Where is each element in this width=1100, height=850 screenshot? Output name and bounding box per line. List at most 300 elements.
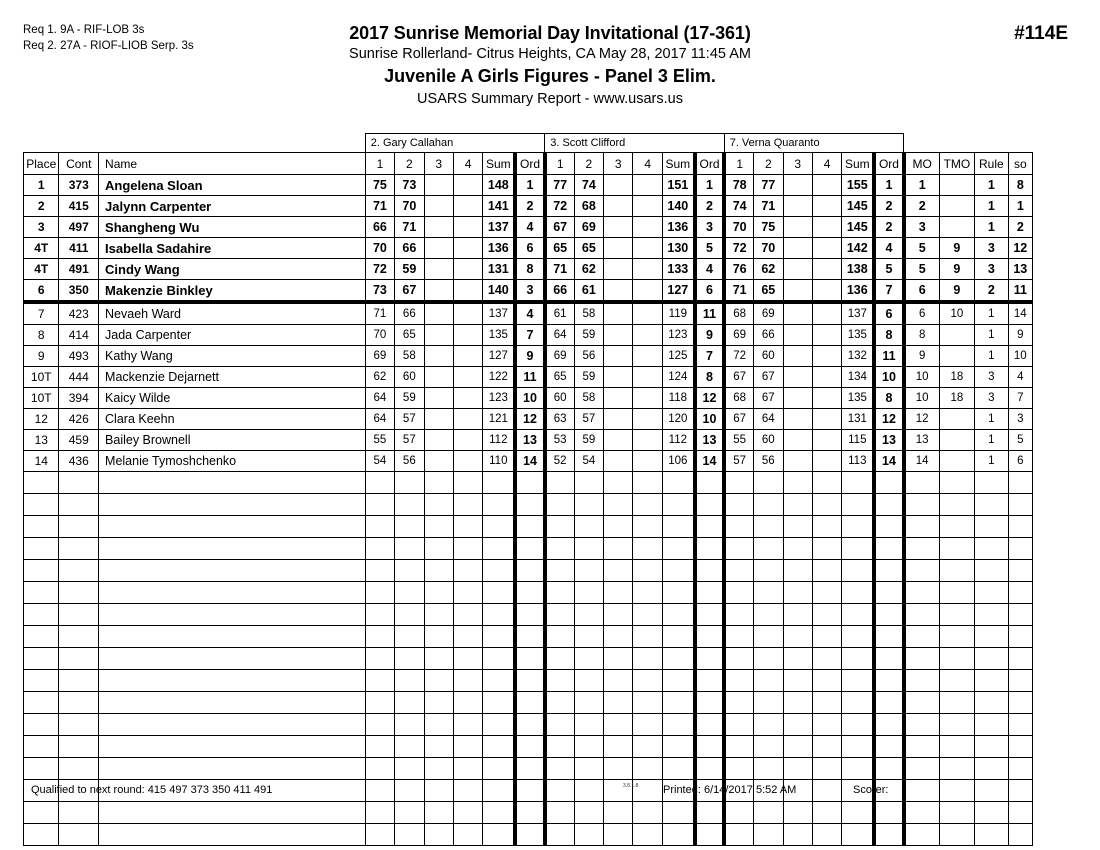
cell-judge3-f1: 68 <box>724 388 753 409</box>
cell-blank <box>1008 648 1032 670</box>
cell-judge3-sum: 132 <box>842 346 874 367</box>
cell-judge3-f3 <box>783 325 812 346</box>
table-row <box>24 259 1033 280</box>
cell-blank <box>783 648 812 670</box>
cell-judge2-f1: 69 <box>545 346 574 367</box>
cell-judge2-f2: 61 <box>574 280 603 303</box>
cell-judge3-f3 <box>783 175 812 196</box>
cell-blank <box>874 472 903 494</box>
banner-spacer-cont <box>59 134 99 153</box>
cell-judge3-f1: 67 <box>724 409 753 430</box>
cell-blank <box>395 472 424 494</box>
cell-judge1-f2: 66 <box>395 302 424 325</box>
cell-judge3-f3 <box>783 280 812 303</box>
cell-blank <box>939 824 974 846</box>
cell-blank <box>724 516 753 538</box>
footer <box>23 782 1033 802</box>
cell-blank <box>1008 626 1032 648</box>
cell-blank <box>812 692 841 714</box>
cell-blank <box>99 494 366 516</box>
cell-blank <box>695 560 724 582</box>
cell-blank <box>939 758 974 780</box>
cell-blank <box>395 648 424 670</box>
banner-spacer-name <box>99 134 366 153</box>
cell-judge1-f3 <box>424 175 453 196</box>
cell-rule: 1 <box>975 302 1008 325</box>
header-j3-2: 2 <box>754 153 783 175</box>
cell-so: 4 <box>1008 367 1032 388</box>
cell-blank <box>633 736 662 758</box>
cell-blank <box>754 604 783 626</box>
venue-datetime: Sunrise Rollerland- Citrus Heights, CA May 28, 2017 11:45 AM <box>349 46 751 62</box>
cell-blank <box>545 648 574 670</box>
cell-place: 1 <box>24 175 59 196</box>
cell-judge1-f3 <box>424 451 453 472</box>
cell-judge1-ord: 13 <box>515 430 544 451</box>
cell-judge3-f1: 70 <box>724 217 753 238</box>
cell-blank <box>59 692 99 714</box>
cell-judge1-f4 <box>453 346 482 367</box>
cell-judge2-f3 <box>604 217 633 238</box>
cell-blank <box>874 604 903 626</box>
cell-blank <box>724 824 753 846</box>
cell-blank <box>812 626 841 648</box>
table-row-blank <box>24 516 1033 538</box>
cell-judge1-f4 <box>453 451 482 472</box>
cell-judge1-f4 <box>453 238 482 259</box>
banner-spacer-place <box>24 134 59 153</box>
cell-blank <box>695 626 724 648</box>
cell-blank <box>515 494 544 516</box>
cell-judge2-f1: 61 <box>545 302 574 325</box>
cell-blank <box>842 626 874 648</box>
cell-judge1-f1: 69 <box>365 346 394 367</box>
cell-blank <box>365 648 394 670</box>
cell-blank <box>24 824 59 846</box>
cell-blank <box>812 604 841 626</box>
cell-blank <box>633 802 662 824</box>
cell-rule: 1 <box>975 175 1008 196</box>
cell-judge1-f1: 71 <box>365 302 394 325</box>
cell-blank <box>754 824 783 846</box>
cell-judge1-sum: 121 <box>483 409 515 430</box>
cell-mo: 14 <box>904 451 939 472</box>
cell-judge1-sum: 135 <box>483 325 515 346</box>
cell-judge3-f1: 72 <box>724 238 753 259</box>
cell-judge3-f3 <box>783 302 812 325</box>
requirement-line-1: Req 1. 9A - RIF-LOB 3s <box>23 24 145 36</box>
table-row <box>24 196 1033 217</box>
cell-judge2-f4 <box>633 367 662 388</box>
cell-blank <box>453 714 482 736</box>
cell-name: Shangheng Wu <box>99 217 366 238</box>
cell-rule: 2 <box>975 280 1008 303</box>
cell-blank <box>662 824 694 846</box>
cell-blank <box>59 516 99 538</box>
cell-rule: 1 <box>975 217 1008 238</box>
cell-judge2-f3 <box>604 238 633 259</box>
cell-blank <box>453 538 482 560</box>
cell-cont: 491 <box>59 259 99 280</box>
cell-blank <box>395 670 424 692</box>
cell-blank <box>24 582 59 604</box>
cell-name: Nevaeh Ward <box>99 302 366 325</box>
cell-blank <box>604 626 633 648</box>
cell-judge3-ord: 4 <box>874 238 903 259</box>
cell-tmo: 18 <box>939 388 974 409</box>
cell-judge3-f1: 57 <box>724 451 753 472</box>
cell-judge3-f4 <box>812 175 841 196</box>
cell-judge1-f3 <box>424 346 453 367</box>
cell-blank <box>365 582 394 604</box>
cell-blank <box>515 626 544 648</box>
cell-blank <box>453 758 482 780</box>
cell-blank <box>783 560 812 582</box>
header-cont: Cont <box>59 153 99 175</box>
cell-mo: 2 <box>904 196 939 217</box>
cell-judge3-sum: 135 <box>842 388 874 409</box>
cell-judge3-f2: 60 <box>754 430 783 451</box>
cell-blank <box>365 472 394 494</box>
cell-tmo <box>939 346 974 367</box>
cell-judge3-f4 <box>812 388 841 409</box>
cell-so: 5 <box>1008 430 1032 451</box>
cell-blank <box>695 494 724 516</box>
cell-blank <box>365 802 394 824</box>
cell-blank <box>395 626 424 648</box>
cell-judge3-f1: 71 <box>724 280 753 303</box>
cell-judge3-ord: 2 <box>874 217 903 238</box>
cell-cont: 423 <box>59 302 99 325</box>
cell-blank <box>904 604 939 626</box>
cell-tmo: 9 <box>939 259 974 280</box>
cell-blank <box>574 648 603 670</box>
cell-judge1-sum: 148 <box>483 175 515 196</box>
cell-judge3-f1: 78 <box>724 175 753 196</box>
cell-judge3-f3 <box>783 451 812 472</box>
cell-judge1-sum: 127 <box>483 346 515 367</box>
cell-blank <box>545 758 574 780</box>
cell-blank <box>724 626 753 648</box>
table-row-blank <box>24 604 1033 626</box>
cell-cont: 497 <box>59 217 99 238</box>
cell-blank <box>812 824 841 846</box>
cell-blank <box>99 626 366 648</box>
cell-blank <box>574 604 603 626</box>
cell-blank <box>975 538 1008 560</box>
judge-2-name: 3. Scott Clifford <box>545 134 724 153</box>
cell-judge2-f1: 67 <box>545 217 574 238</box>
cell-judge1-f2: 60 <box>395 367 424 388</box>
cell-blank <box>483 516 515 538</box>
cell-blank <box>939 494 974 516</box>
cell-judge1-f4 <box>453 409 482 430</box>
cell-blank <box>874 670 903 692</box>
qualified-list: Qualified to next round: 415 497 373 350 411 491 <box>31 784 273 796</box>
cell-blank <box>574 560 603 582</box>
cell-blank <box>515 604 544 626</box>
cell-blank <box>754 736 783 758</box>
cell-judge3-f1: 69 <box>724 325 753 346</box>
cell-cont: 444 <box>59 367 99 388</box>
cell-judge3-sum: 131 <box>842 409 874 430</box>
cell-judge2-f2: 54 <box>574 451 603 472</box>
cell-blank <box>724 648 753 670</box>
cell-blank <box>724 714 753 736</box>
cell-blank <box>975 560 1008 582</box>
cell-judge1-sum: 140 <box>483 280 515 303</box>
cell-judge1-f1: 66 <box>365 217 394 238</box>
cell-blank <box>424 714 453 736</box>
table-row-blank <box>24 626 1033 648</box>
cell-blank <box>783 626 812 648</box>
cell-tmo: 18 <box>939 367 974 388</box>
cell-rule: 3 <box>975 238 1008 259</box>
cell-blank <box>633 604 662 626</box>
cell-place: 3 <box>24 217 59 238</box>
cell-judge3-f2: 67 <box>754 367 783 388</box>
header-j2-2: 2 <box>574 153 603 175</box>
table-row-blank <box>24 824 1033 846</box>
cell-blank <box>515 582 544 604</box>
cell-blank <box>842 472 874 494</box>
cell-blank <box>395 494 424 516</box>
cell-blank <box>754 758 783 780</box>
cell-blank <box>604 582 633 604</box>
cell-blank <box>633 758 662 780</box>
cell-cont: 426 <box>59 409 99 430</box>
cell-blank <box>975 604 1008 626</box>
cell-judge1-ord: 3 <box>515 280 544 303</box>
cell-blank <box>975 494 1008 516</box>
cell-judge1-f4 <box>453 259 482 280</box>
cell-judge2-ord: 11 <box>695 302 724 325</box>
cell-judge3-f4 <box>812 325 841 346</box>
cell-judge3-ord: 6 <box>874 302 903 325</box>
cell-blank <box>24 538 59 560</box>
cell-blank <box>515 758 544 780</box>
cell-mo: 9 <box>904 346 939 367</box>
cell-blank <box>939 670 974 692</box>
cell-name: Angelena Sloan <box>99 175 366 196</box>
cell-judge1-sum: 110 <box>483 451 515 472</box>
cell-blank <box>424 648 453 670</box>
cell-blank <box>59 824 99 846</box>
cell-blank <box>812 560 841 582</box>
cell-judge2-ord: 1 <box>695 175 724 196</box>
cell-so: 2 <box>1008 217 1032 238</box>
header-j1-2: 2 <box>395 153 424 175</box>
cell-blank <box>424 802 453 824</box>
cell-blank <box>939 714 974 736</box>
cell-judge1-f2: 57 <box>395 430 424 451</box>
cell-judge2-f2: 74 <box>574 175 603 196</box>
cell-judge2-sum: 136 <box>662 217 694 238</box>
cell-blank <box>975 472 1008 494</box>
cell-judge1-f1: 71 <box>365 196 394 217</box>
cell-blank <box>842 560 874 582</box>
cell-blank <box>662 472 694 494</box>
cell-rule: 1 <box>975 451 1008 472</box>
cell-tmo <box>939 196 974 217</box>
header-tmo: TMO <box>939 153 974 175</box>
cell-blank <box>724 604 753 626</box>
cell-blank <box>24 560 59 582</box>
cell-blank <box>515 648 544 670</box>
cell-blank <box>695 516 724 538</box>
cell-judge2-f1: 64 <box>545 325 574 346</box>
cell-judge2-f4 <box>633 259 662 280</box>
cell-judge1-ord: 1 <box>515 175 544 196</box>
cell-name: Clara Keehn <box>99 409 366 430</box>
cell-name: Isabella Sadahire <box>99 238 366 259</box>
cell-blank <box>633 582 662 604</box>
cell-judge1-sum: 122 <box>483 367 515 388</box>
cell-blank <box>483 736 515 758</box>
table-row <box>24 175 1033 196</box>
cell-blank <box>365 692 394 714</box>
cell-judge1-ord: 11 <box>515 367 544 388</box>
cell-place: 13 <box>24 430 59 451</box>
cell-blank <box>783 824 812 846</box>
cell-blank <box>975 736 1008 758</box>
banner-spacer-mo <box>904 134 939 153</box>
cell-judge2-f2: 65 <box>574 238 603 259</box>
table-row-blank <box>24 714 1033 736</box>
cell-judge1-sum: 112 <box>483 430 515 451</box>
cell-name: Kaicy Wilde <box>99 388 366 409</box>
cell-blank <box>633 626 662 648</box>
cell-blank <box>874 736 903 758</box>
cell-judge3-ord: 7 <box>874 280 903 303</box>
cell-blank <box>724 560 753 582</box>
cell-blank <box>975 516 1008 538</box>
table-row <box>24 238 1033 259</box>
cell-blank <box>453 824 482 846</box>
cell-mo: 1 <box>904 175 939 196</box>
cell-judge1-f3 <box>424 302 453 325</box>
cell-blank <box>904 538 939 560</box>
cell-blank <box>939 560 974 582</box>
cell-blank <box>604 670 633 692</box>
cell-tmo <box>939 409 974 430</box>
cell-blank <box>24 626 59 648</box>
cell-mo: 5 <box>904 259 939 280</box>
cell-judge3-ord: 10 <box>874 367 903 388</box>
cell-blank <box>424 758 453 780</box>
cell-blank <box>904 692 939 714</box>
cell-blank <box>483 582 515 604</box>
cell-blank <box>874 626 903 648</box>
cell-judge3-f2: 77 <box>754 175 783 196</box>
column-header-row <box>24 153 1033 175</box>
cell-blank <box>695 582 724 604</box>
cell-judge3-f3 <box>783 346 812 367</box>
document-number: #114E <box>1014 23 1068 44</box>
cell-so: 11 <box>1008 280 1032 303</box>
cell-blank <box>574 538 603 560</box>
cell-blank <box>545 824 574 846</box>
cell-judge3-f2: 69 <box>754 302 783 325</box>
cell-blank <box>24 736 59 758</box>
cell-cont: 373 <box>59 175 99 196</box>
cell-blank <box>515 670 544 692</box>
cell-judge3-f4 <box>812 367 841 388</box>
cell-blank <box>1008 802 1032 824</box>
cell-judge3-sum: 136 <box>842 280 874 303</box>
cell-judge1-f3 <box>424 388 453 409</box>
cell-blank <box>662 802 694 824</box>
cell-judge2-f3 <box>604 388 633 409</box>
cell-blank <box>662 648 694 670</box>
cell-place: 7 <box>24 302 59 325</box>
cell-blank <box>395 714 424 736</box>
header-j1-4: 4 <box>453 153 482 175</box>
cell-so: 8 <box>1008 175 1032 196</box>
cell-cont: 415 <box>59 196 99 217</box>
cell-blank <box>783 538 812 560</box>
cell-judge1-f4 <box>453 302 482 325</box>
cell-blank <box>453 494 482 516</box>
cell-judge3-f1: 72 <box>724 346 753 367</box>
cell-blank <box>904 582 939 604</box>
table-row-blank <box>24 472 1033 494</box>
cell-blank <box>424 538 453 560</box>
cell-judge2-ord: 4 <box>695 259 724 280</box>
cell-judge1-sum: 123 <box>483 388 515 409</box>
cell-place: 2 <box>24 196 59 217</box>
cell-judge3-sum: 137 <box>842 302 874 325</box>
cell-blank <box>783 670 812 692</box>
cell-blank <box>574 824 603 846</box>
cell-blank <box>724 802 753 824</box>
cell-judge2-f2: 58 <box>574 302 603 325</box>
cell-judge2-f4 <box>633 175 662 196</box>
cell-tmo: 9 <box>939 280 974 303</box>
cell-judge3-f4 <box>812 196 841 217</box>
cell-judge2-f2: 62 <box>574 259 603 280</box>
cell-blank <box>453 648 482 670</box>
cell-judge3-f3 <box>783 388 812 409</box>
header-j1-3: 3 <box>424 153 453 175</box>
cell-judge2-f3 <box>604 409 633 430</box>
cell-judge2-f3 <box>604 367 633 388</box>
cell-blank <box>695 758 724 780</box>
cell-judge3-sum: 134 <box>842 367 874 388</box>
cell-blank <box>515 538 544 560</box>
cell-rule: 3 <box>975 388 1008 409</box>
cell-so: 1 <box>1008 196 1032 217</box>
cell-judge3-sum: 155 <box>842 175 874 196</box>
cell-blank <box>724 692 753 714</box>
cell-blank <box>783 604 812 626</box>
cell-judge2-f1: 65 <box>545 367 574 388</box>
cell-judge1-f4 <box>453 430 482 451</box>
cell-judge1-f3 <box>424 238 453 259</box>
cell-cont: 394 <box>59 388 99 409</box>
cell-blank <box>395 802 424 824</box>
cell-blank <box>24 758 59 780</box>
cell-blank <box>483 560 515 582</box>
cell-blank <box>99 582 366 604</box>
cell-blank <box>695 802 724 824</box>
cell-judge1-f1: 72 <box>365 259 394 280</box>
cell-blank <box>904 626 939 648</box>
cell-tmo <box>939 217 974 238</box>
printed-timestamp: Printed: 6/14/2017 5:52 AM <box>663 784 797 796</box>
cell-blank <box>574 692 603 714</box>
cell-judge2-f3 <box>604 430 633 451</box>
